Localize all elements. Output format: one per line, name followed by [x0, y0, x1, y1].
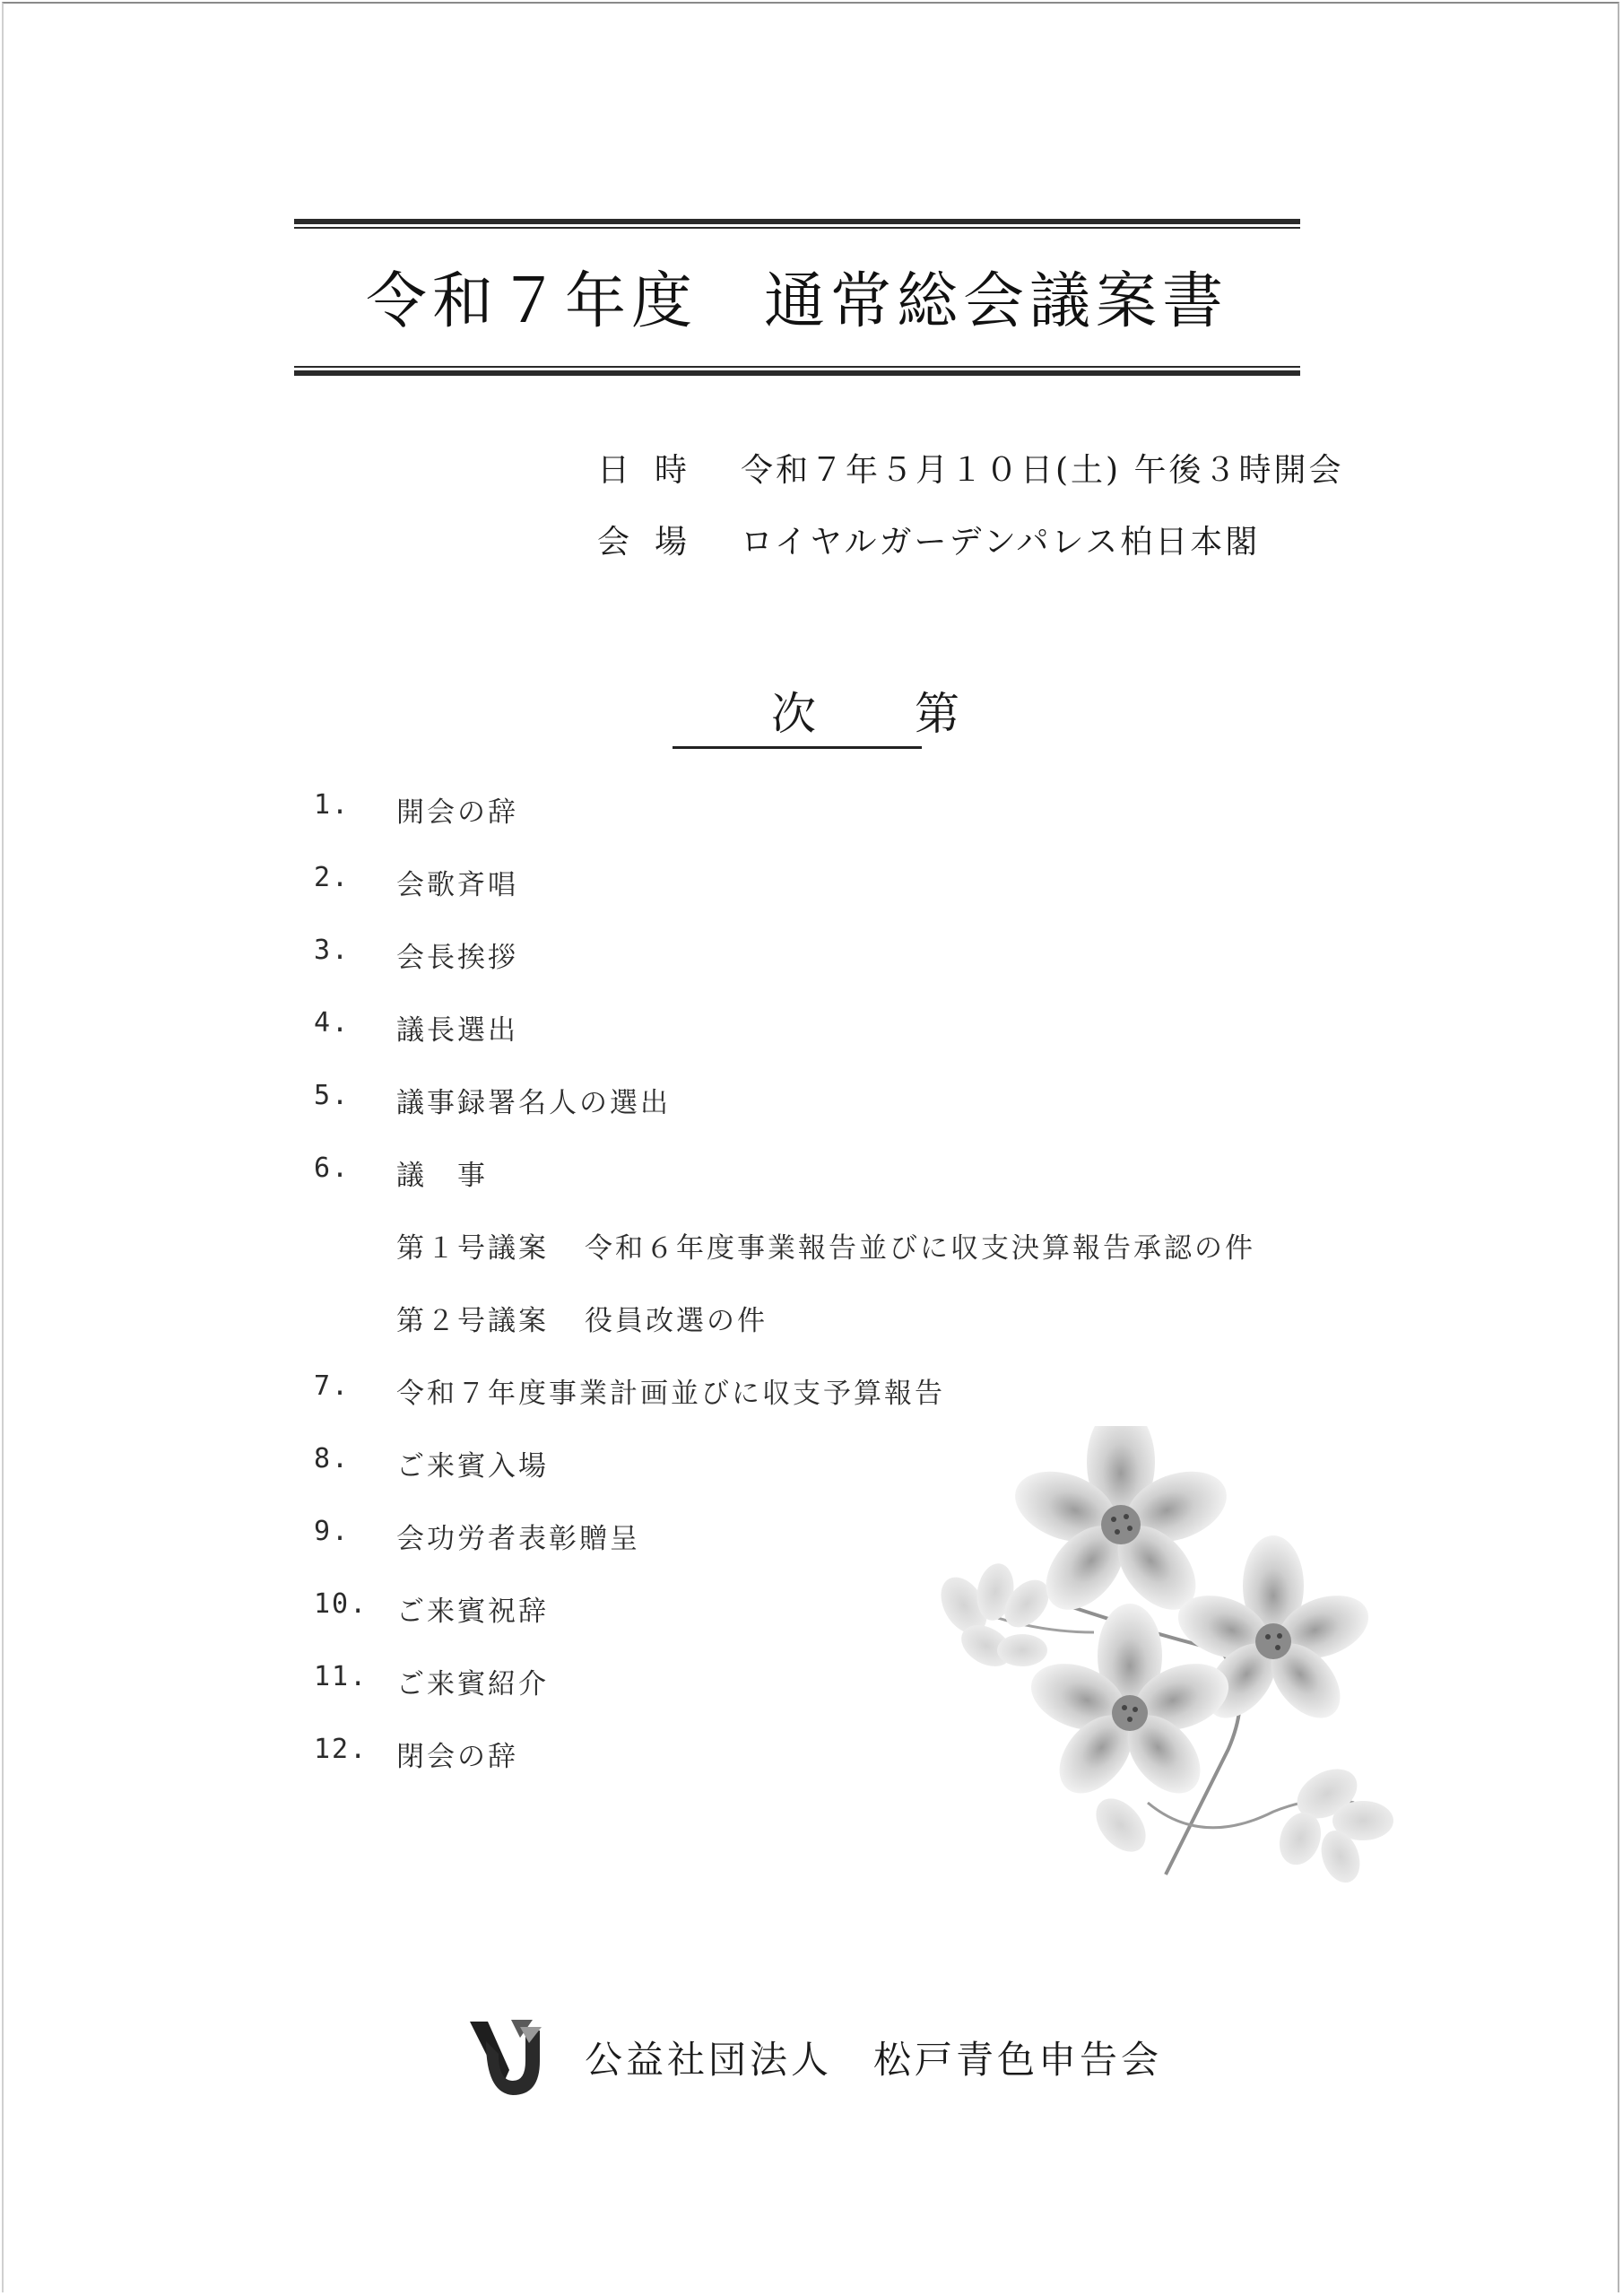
agenda-item-number: 6. — [314, 1152, 351, 1184]
agenda-item-text: 会歌斉唱 — [396, 869, 518, 901]
agenda-bill-number: 第１号議案 — [396, 1232, 549, 1265]
agenda-item-text: 閉会の辞 — [396, 1741, 518, 1773]
agenda-item-text: 議事録署名人の選出 — [396, 1087, 671, 1119]
agenda-item-number: 10. — [314, 1588, 369, 1620]
agenda-item — [314, 1000, 1390, 1073]
footer — [466, 2013, 1162, 2102]
agenda-bill-text: 令和６年度事業報告並びに収支決算報告承認の件 — [585, 1232, 1255, 1265]
agenda-item — [314, 927, 1390, 1000]
agenda-item-number: 1. — [314, 789, 351, 821]
agenda-item-number: 11. — [314, 1661, 369, 1692]
meta-venue-row — [597, 517, 1260, 562]
title-block — [294, 219, 1300, 377]
title-rule-top — [294, 219, 1300, 230]
organization-logo-icon — [466, 2014, 545, 2100]
agenda-item-text: 会長挨拶 — [396, 942, 518, 974]
agenda-item-text: 議長選出 — [396, 1014, 518, 1047]
venue-label: 会場 — [597, 524, 713, 561]
date-value: 令和７年５月１０日(土) 午後３時開会 — [741, 452, 1344, 489]
agenda-item-number: 12. — [314, 1734, 369, 1765]
agenda-bill-text: 役員改選の件 — [585, 1305, 768, 1337]
agenda-bill-number: 第２号議案 — [396, 1305, 549, 1337]
agenda-item-text: 令和７年度事業計画並びに収支予算報告 — [396, 1378, 945, 1410]
agenda-item-text: 開会の辞 — [396, 796, 518, 829]
agenda-item — [314, 1073, 1390, 1145]
agenda-item-text: ご来賓紹介 — [396, 1668, 549, 1700]
agenda-item — [314, 1145, 1390, 1218]
agenda-item-text: 議 事 — [396, 1160, 488, 1192]
agenda-item-number: 8. — [314, 1443, 351, 1474]
agenda-item-number: 4. — [314, 1007, 351, 1039]
meta-date-row — [597, 445, 1344, 491]
agenda-item-number: 9. — [314, 1516, 351, 1547]
agenda-item-number: 3. — [314, 935, 351, 966]
date-label: 日時 — [597, 452, 713, 489]
agenda-heading: 次第 — [673, 678, 922, 749]
flower-illustration-icon — [933, 1426, 1399, 1910]
agenda-item-number: 7. — [314, 1370, 351, 1402]
agenda-item-text: 会功労者表彰贈呈 — [396, 1523, 640, 1555]
agenda-bill — [314, 1291, 1390, 1363]
agenda-item-text: ご来賓祝辞 — [396, 1596, 549, 1628]
document-title: 令和７年度 通常総会議案書 — [365, 266, 1228, 337]
venue-value: ロイヤルガーデンパレス柏日本閣 — [741, 524, 1261, 561]
agenda-item-number: 5. — [314, 1080, 351, 1111]
agenda-item — [314, 782, 1390, 855]
agenda-item-number: 2. — [314, 862, 351, 893]
title-rule-bottom — [294, 366, 1300, 377]
agenda-item — [314, 855, 1390, 927]
organization-name: 公益社団法人 松戸青色申告会 — [585, 2038, 1163, 2082]
agenda-bill — [314, 1218, 1390, 1291]
agenda-item-text: ご来賓入場 — [396, 1450, 549, 1483]
agenda-item — [314, 1363, 1390, 1436]
